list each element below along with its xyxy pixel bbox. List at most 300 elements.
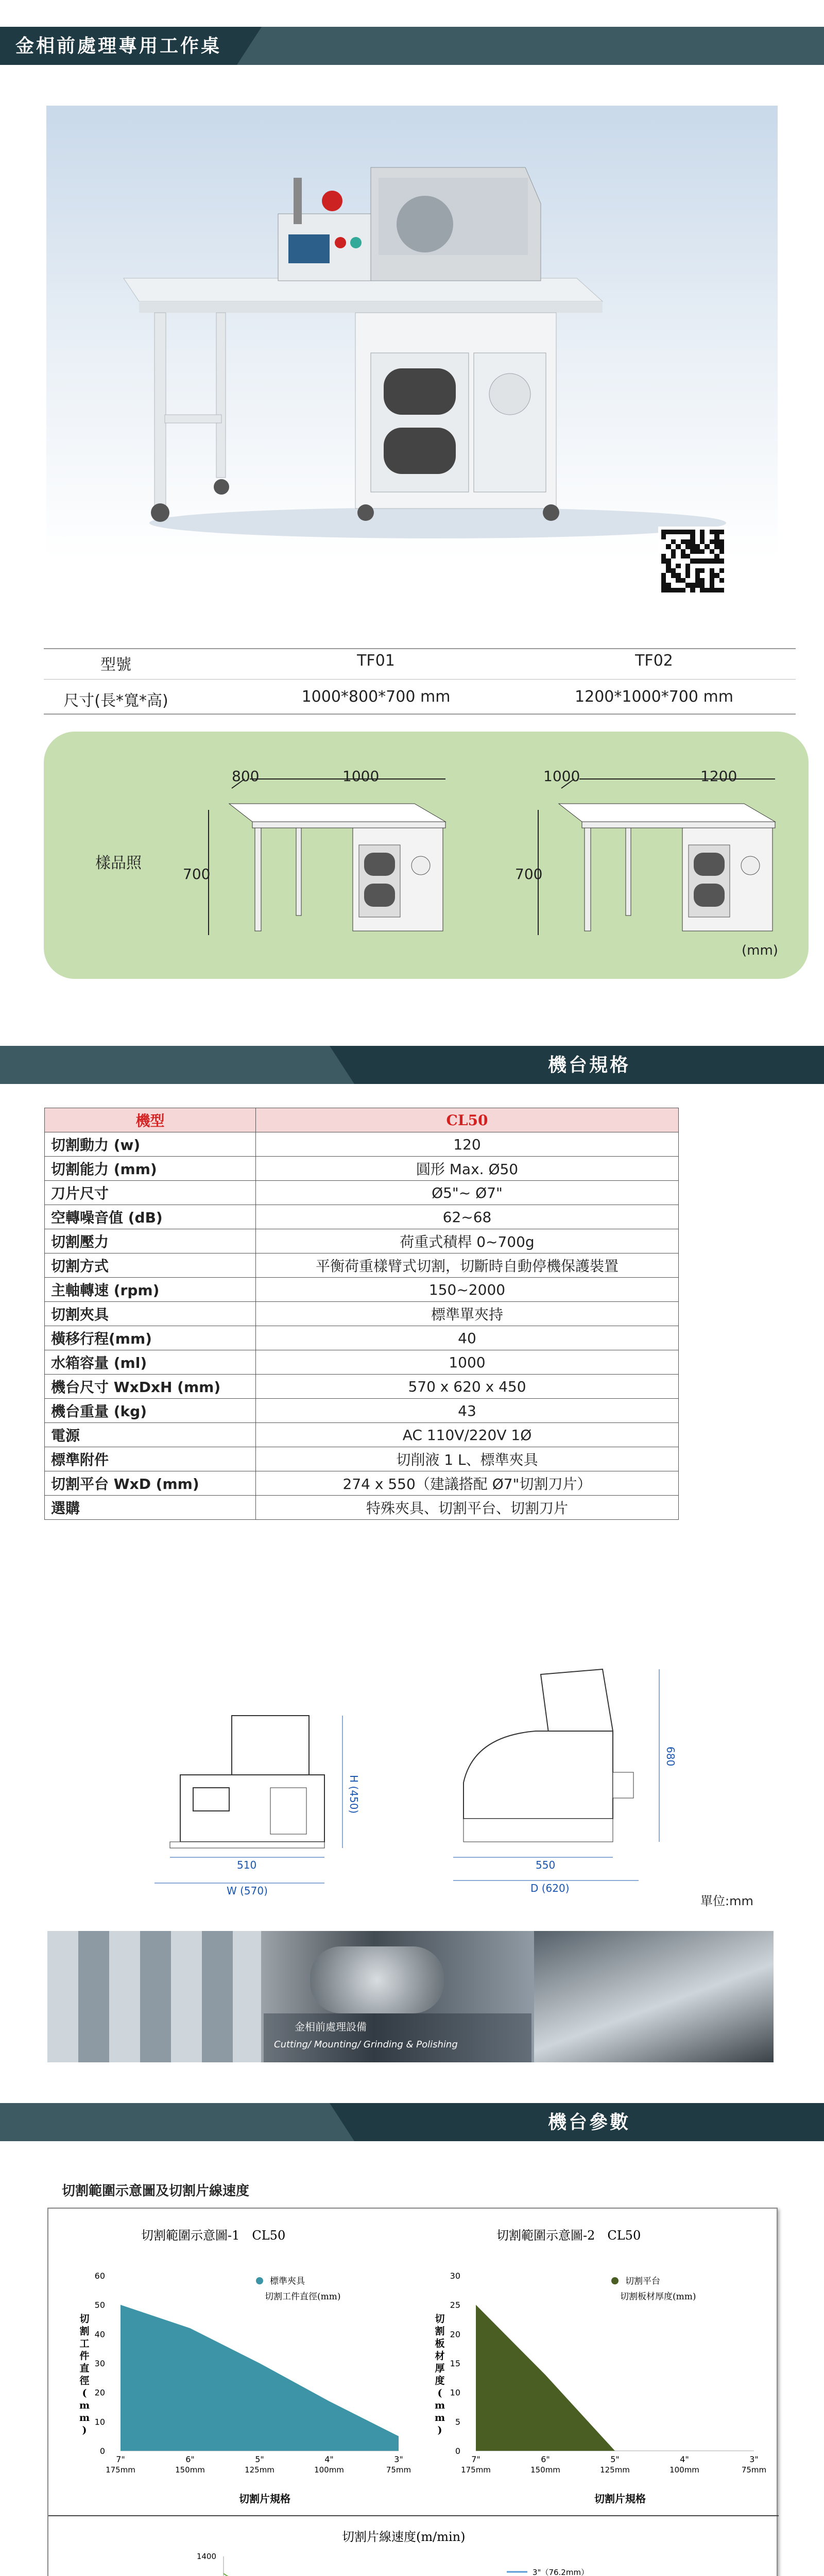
qr-module xyxy=(685,583,690,587)
y-axis-title-char: m xyxy=(434,2400,445,2411)
header-corner xyxy=(237,27,262,65)
qr-module xyxy=(666,558,671,563)
qr-module xyxy=(710,539,714,544)
qr-module xyxy=(685,554,690,558)
qr-module xyxy=(690,564,695,568)
dim-height: 700 xyxy=(183,866,211,883)
x-axis-title: 切割片規格 xyxy=(239,2493,290,2505)
x-tick-label: 175mm xyxy=(106,2465,135,2475)
qr-module xyxy=(676,564,680,568)
y-axis-title-char: 厚 xyxy=(435,2363,445,2374)
chart-range-2 xyxy=(419,2219,775,2507)
qr-module xyxy=(714,539,719,544)
x-tick-label: 100mm xyxy=(670,2465,699,2475)
y-tick-label: 1400 xyxy=(196,2552,216,2561)
spec-header-value: CL50 xyxy=(256,1108,679,1132)
qr-module xyxy=(710,564,714,568)
y-axis-title-char: ( xyxy=(437,2387,442,2399)
dim-front-w1: 510 xyxy=(237,1859,257,1871)
spec-value: 274 x 550（建議搭配 Ø7"切割刀片） xyxy=(256,1471,679,1496)
qr-module xyxy=(705,558,709,563)
qr-module xyxy=(681,568,685,573)
qr-module xyxy=(714,578,719,583)
size-label: 尺寸(長*寬*高) xyxy=(63,692,168,710)
qr-module xyxy=(681,534,685,539)
qr-module xyxy=(690,554,695,558)
y-axis-title-char: 切 xyxy=(79,2313,90,2325)
spec-row xyxy=(45,1157,679,1181)
qr-module xyxy=(661,558,666,563)
x-tick-label: 5" xyxy=(255,2454,264,2464)
qr-module xyxy=(685,588,690,592)
qr-module xyxy=(710,558,714,563)
qr-module xyxy=(661,534,666,539)
qr-module xyxy=(681,549,685,554)
qr-module xyxy=(661,530,666,534)
x-tick-label: 100mm xyxy=(314,2465,344,2475)
qr-module xyxy=(676,568,680,573)
spec-key: 水箱容量 (ml) xyxy=(45,1350,256,1375)
qr-module xyxy=(671,588,676,592)
qr-module xyxy=(690,578,695,583)
qr-module xyxy=(695,583,700,587)
qr-module xyxy=(695,564,700,568)
chart-title: 切割片線速度(m/min) xyxy=(342,2530,466,2544)
qr-module xyxy=(690,544,695,549)
qr-module xyxy=(700,549,705,554)
qr-module xyxy=(671,573,676,578)
divider xyxy=(44,679,796,680)
qr-module xyxy=(719,558,724,563)
qr-module xyxy=(666,578,671,583)
qr-module xyxy=(685,539,690,544)
qr-module xyxy=(714,568,719,573)
legend-label: 切割平台 xyxy=(625,2276,660,2286)
y-tick-label: 20 xyxy=(450,2329,460,2340)
qr-module xyxy=(666,534,671,539)
qr-module xyxy=(710,588,714,592)
y-tick-label: 0 xyxy=(99,2446,105,2456)
qr-module xyxy=(695,549,700,554)
model-size: 1200*1000*700 mm xyxy=(575,688,733,706)
spec-value: 切削液 1 L、標準夾具 xyxy=(256,1447,679,1471)
qr-module xyxy=(676,583,680,587)
qr-module xyxy=(676,544,680,549)
qr-module xyxy=(671,578,676,583)
qr-module xyxy=(714,564,719,568)
spec-value: 43 xyxy=(256,1399,679,1423)
dim-side-d2: D (620) xyxy=(530,1882,570,1894)
page-title: 金相前處理專用工作桌(選購) xyxy=(0,27,237,65)
dim-height: 700 xyxy=(515,866,543,883)
qr-module xyxy=(710,544,714,549)
qr-module xyxy=(700,568,705,573)
spec-key: 切割能力 (mm) xyxy=(45,1157,256,1181)
y-axis-title-char: ( xyxy=(82,2387,87,2399)
qr-module xyxy=(710,534,714,539)
qr-module xyxy=(705,564,709,568)
qr-module xyxy=(690,530,695,534)
qr-module xyxy=(719,573,724,578)
spec-value: 62~68 xyxy=(256,1205,679,1229)
spec-row xyxy=(45,1132,679,1157)
qr-module xyxy=(676,578,680,583)
qr-module xyxy=(676,534,680,539)
qr-module xyxy=(666,530,671,534)
spec-key: 機台重量 (kg) xyxy=(45,1399,256,1423)
qr-module xyxy=(710,578,714,583)
qr-module xyxy=(700,554,705,558)
qr-module xyxy=(714,554,719,558)
qr-module xyxy=(685,564,690,568)
section-corner xyxy=(330,2103,354,2141)
dim-side-d1: 550 xyxy=(536,1859,556,1871)
qr-module xyxy=(671,554,676,558)
legend-label: 切割工件直徑(mm) xyxy=(265,2292,341,2302)
qr-module xyxy=(700,564,705,568)
spec-row xyxy=(45,1496,679,1520)
y-axis-title-char: 材 xyxy=(435,2350,445,2362)
chart-panel xyxy=(47,2208,778,2576)
spec-key: 切割方式 xyxy=(45,1253,256,1278)
qr-module xyxy=(685,530,690,534)
y-tick-label: 30 xyxy=(94,2359,105,2368)
qr-module xyxy=(700,539,705,544)
qr-module xyxy=(714,588,719,592)
qr-module xyxy=(710,568,714,573)
x-tick-label: 75mm xyxy=(741,2465,767,2475)
x-tick-label: 150mm xyxy=(530,2465,560,2475)
spec-row xyxy=(45,1253,679,1278)
qr-module xyxy=(676,539,680,544)
qr-module xyxy=(671,539,676,544)
spec-value: 150~2000 xyxy=(256,1278,679,1302)
y-axis-title-char: 切 xyxy=(435,2313,445,2325)
qr-module xyxy=(671,530,676,534)
sample-label: 樣品照 xyxy=(95,854,142,872)
qr-module xyxy=(700,583,705,587)
qr-module xyxy=(690,549,695,554)
section-title: 機台規格 xyxy=(354,1046,824,1084)
x-tick-label: 6" xyxy=(185,2454,195,2464)
qr-module xyxy=(700,558,705,563)
y-axis-title-char: 割 xyxy=(435,2326,445,2337)
qr-module xyxy=(705,530,709,534)
qr-module xyxy=(705,534,709,539)
qr-module xyxy=(719,534,724,539)
spec-row xyxy=(45,1375,679,1399)
x-tick-label: 3" xyxy=(394,2454,403,2464)
qr-module xyxy=(714,583,719,587)
x-tick-label: 5" xyxy=(610,2454,620,2464)
y-tick-label: 60 xyxy=(94,2271,105,2281)
spec-row xyxy=(45,1447,679,1471)
qr-module xyxy=(681,539,685,544)
spec-value: 平衡荷重樣臂式切割，切斷時自動停機保護裝置 xyxy=(256,1253,679,1278)
qr-module xyxy=(695,544,700,549)
qr-module xyxy=(700,544,705,549)
dim-depth: 1000 xyxy=(543,768,580,785)
qr-module xyxy=(661,554,666,558)
qr-module xyxy=(671,568,676,573)
spec-value: 標準單夾持 xyxy=(256,1302,679,1326)
qr-module xyxy=(714,573,719,578)
x-tick-label: 7" xyxy=(116,2454,125,2464)
qr-module xyxy=(719,578,724,583)
qr-module xyxy=(705,573,709,578)
x-tick-label: 125mm xyxy=(600,2465,630,2475)
dim-side-h: 680 xyxy=(664,1747,677,1767)
y-axis-title-char: 件 xyxy=(79,2350,90,2362)
x-tick-label: 4" xyxy=(324,2454,334,2464)
qr-module xyxy=(705,568,709,573)
y-axis-title-char: m xyxy=(79,2412,90,2424)
qr-code[interactable] xyxy=(658,527,727,596)
qr-module xyxy=(661,583,666,587)
qr-module xyxy=(705,578,709,583)
spec-value: 40 xyxy=(256,1326,679,1350)
spec-key: 切割夾具 xyxy=(45,1302,256,1326)
model-name: TF02 xyxy=(635,652,673,670)
qr-module xyxy=(666,549,671,554)
qr-module xyxy=(710,573,714,578)
spec-key: 主軸轉速 (rpm) xyxy=(45,1278,256,1302)
spec-key: 標準附件 xyxy=(45,1447,256,1471)
equipment-banner xyxy=(47,1931,774,2062)
qr-module xyxy=(666,539,671,544)
spec-value: 特殊夾具、切割平台、切割刀片 xyxy=(256,1496,679,1520)
qr-module xyxy=(719,539,724,544)
product-photo xyxy=(46,106,778,559)
y-axis-title-char: ) xyxy=(82,2425,87,2436)
line-series xyxy=(224,2573,481,2576)
qr-module xyxy=(681,573,685,578)
model-name: TF01 xyxy=(357,652,395,670)
y-tick-label: 30 xyxy=(450,2271,460,2281)
spec-row xyxy=(45,1205,679,1229)
qr-module xyxy=(719,564,724,568)
qr-module xyxy=(690,558,695,563)
qr-module xyxy=(661,549,666,554)
model-size: 1000*800*700 mm xyxy=(301,688,451,706)
y-axis-title-char: 徑 xyxy=(79,2375,90,2386)
qr-module xyxy=(685,568,690,573)
qr-module xyxy=(681,530,685,534)
spec-key: 空轉噪音值 (dB) xyxy=(45,1205,256,1229)
area-series xyxy=(121,2305,399,2451)
qr-module xyxy=(710,583,714,587)
spec-value: AC 110V/220V 1Ø xyxy=(256,1423,679,1447)
qr-module xyxy=(700,588,705,592)
spec-row xyxy=(45,1278,679,1302)
qr-module xyxy=(714,534,719,539)
qr-module xyxy=(690,568,695,573)
divider xyxy=(44,714,796,715)
y-axis-title-char: 度 xyxy=(435,2375,445,2386)
qr-module xyxy=(685,534,690,539)
range-title: 切割範圍示意圖及切割片線速度 xyxy=(62,2183,250,2199)
divider xyxy=(48,2515,779,2516)
qr-module xyxy=(661,568,666,573)
qr-module xyxy=(685,573,690,578)
spec-value: 1000 xyxy=(256,1350,679,1375)
qr-module xyxy=(666,544,671,549)
chart-title: 切割範圍示意圖-2 CL50 xyxy=(496,2228,641,2243)
qr-module xyxy=(685,549,690,554)
qr-module xyxy=(695,554,700,558)
qr-module xyxy=(676,549,680,554)
qr-module xyxy=(671,534,676,539)
spec-row xyxy=(45,1326,679,1350)
qr-module xyxy=(666,568,671,573)
qr-module xyxy=(710,554,714,558)
qr-module xyxy=(676,530,680,534)
qr-module xyxy=(690,583,695,587)
spec-key: 切割壓力 xyxy=(45,1229,256,1253)
qr-module xyxy=(681,544,685,549)
spec-row xyxy=(45,1181,679,1205)
dim-width: 1000 xyxy=(342,768,380,785)
spec-value: 570 x 620 x 450 xyxy=(256,1375,679,1399)
y-axis-title-char: 割 xyxy=(79,2326,90,2337)
qr-module xyxy=(714,549,719,554)
spec-value: 圓形 Max. Ø50 xyxy=(256,1157,679,1181)
qr-module xyxy=(700,530,705,534)
y-tick-label: 10 xyxy=(94,2417,105,2427)
y-axis-title-char: 直 xyxy=(79,2363,90,2374)
qr-module xyxy=(695,568,700,573)
qr-module xyxy=(714,544,719,549)
qr-module xyxy=(705,554,709,558)
qr-module xyxy=(666,583,671,587)
unit-label: (mm) xyxy=(742,943,778,958)
dim-width: 1200 xyxy=(700,768,737,785)
spec-row xyxy=(45,1350,679,1375)
banner-text-en: Cutting/ Mounting/ Grinding & Polishing xyxy=(274,2039,458,2050)
legend-label: 標準夾具 xyxy=(270,2276,305,2286)
spec-key: 電源 xyxy=(45,1423,256,1447)
chart-line-speed xyxy=(157,2526,682,2576)
spec-key: 選購 xyxy=(45,1496,256,1520)
qr-module xyxy=(671,583,676,587)
qr-module xyxy=(705,544,709,549)
qr-module xyxy=(671,544,676,549)
legend-marker xyxy=(256,2277,263,2284)
y-axis-title-char: ) xyxy=(437,2425,442,2436)
qr-module xyxy=(719,530,724,534)
qr-module xyxy=(661,588,666,592)
qr-module xyxy=(685,544,690,549)
qr-module xyxy=(700,534,705,539)
spec-key: 刀片尺寸 xyxy=(45,1181,256,1205)
qr-module xyxy=(690,573,695,578)
qr-module xyxy=(666,554,671,558)
dim-depth: 800 xyxy=(232,768,260,785)
qr-module xyxy=(705,583,709,587)
section-title: 機台參數 xyxy=(354,2103,824,2141)
spec-key: 切割平台 WxD (mm) xyxy=(45,1471,256,1496)
spec-header-key: 機型 xyxy=(45,1108,256,1132)
qr-module xyxy=(710,549,714,554)
y-tick-label: 10 xyxy=(450,2387,460,2398)
y-tick-label: 15 xyxy=(450,2359,460,2368)
qr-module xyxy=(661,544,666,549)
qr-module xyxy=(690,534,695,539)
qr-module xyxy=(714,558,719,563)
area-series xyxy=(476,2305,615,2451)
spec-value: Ø5"~ Ø7" xyxy=(256,1181,679,1205)
qr-module xyxy=(681,564,685,568)
qr-module xyxy=(695,588,700,592)
qr-module xyxy=(705,549,709,554)
spec-key: 機台尺寸 WxDxH (mm) xyxy=(45,1375,256,1399)
qr-module xyxy=(695,573,700,578)
spec-row xyxy=(45,1302,679,1326)
legend-label: 3"（76.2mm） xyxy=(533,2568,589,2576)
spec-value: 120 xyxy=(256,1132,679,1157)
divider xyxy=(44,648,796,649)
qr-module xyxy=(719,588,724,592)
legend-label: 切割板材厚度(mm) xyxy=(620,2292,696,2302)
qr-module xyxy=(676,588,680,592)
x-tick-label: 6" xyxy=(541,2454,550,2464)
qr-module xyxy=(719,544,724,549)
y-tick-label: 5 xyxy=(455,2417,460,2427)
x-tick-label: 75mm xyxy=(386,2465,411,2475)
y-axis-title-char: 工 xyxy=(79,2338,90,2349)
banner-text-cn: 金相前處理設備 xyxy=(295,2021,367,2033)
y-tick-label: 20 xyxy=(94,2387,105,2398)
qr-module xyxy=(695,534,700,539)
spec-key: 橫移行程(mm) xyxy=(45,1326,256,1350)
spec-table xyxy=(44,1108,679,1520)
qr-module xyxy=(676,558,680,563)
qr-module xyxy=(695,530,700,534)
x-axis-title: 切割片規格 xyxy=(594,2493,646,2505)
x-tick-label: 4" xyxy=(680,2454,689,2464)
chart-title: 切割範圍示意圖-1 CL50 xyxy=(141,2228,286,2243)
qr-module xyxy=(681,554,685,558)
qr-module xyxy=(714,530,719,534)
spec-row xyxy=(45,1423,679,1447)
qr-module xyxy=(676,573,680,578)
qr-module xyxy=(695,539,700,544)
y-tick-label: 40 xyxy=(94,2329,105,2340)
qr-module xyxy=(700,578,705,583)
qr-module xyxy=(671,549,676,554)
qr-module xyxy=(690,588,695,592)
side-view-drawing xyxy=(433,1664,690,1901)
qr-module xyxy=(705,588,709,592)
y-axis-title-char: 板 xyxy=(435,2338,445,2349)
spec-row xyxy=(45,1471,679,1496)
qr-module xyxy=(719,554,724,558)
dim-front-w2: W (570) xyxy=(227,1885,268,1897)
spec-row xyxy=(45,1229,679,1253)
x-tick-label: 3" xyxy=(749,2454,759,2464)
qr-module xyxy=(671,558,676,563)
qr-module xyxy=(666,564,671,568)
y-tick-label: 0 xyxy=(455,2446,460,2456)
qr-module xyxy=(690,539,695,544)
qr-module xyxy=(719,549,724,554)
qr-module xyxy=(661,539,666,544)
qr-module xyxy=(681,558,685,563)
qr-module xyxy=(661,573,666,578)
y-axis-title-char: m xyxy=(434,2412,445,2424)
spec-row xyxy=(45,1399,679,1423)
qr-module xyxy=(685,578,690,583)
